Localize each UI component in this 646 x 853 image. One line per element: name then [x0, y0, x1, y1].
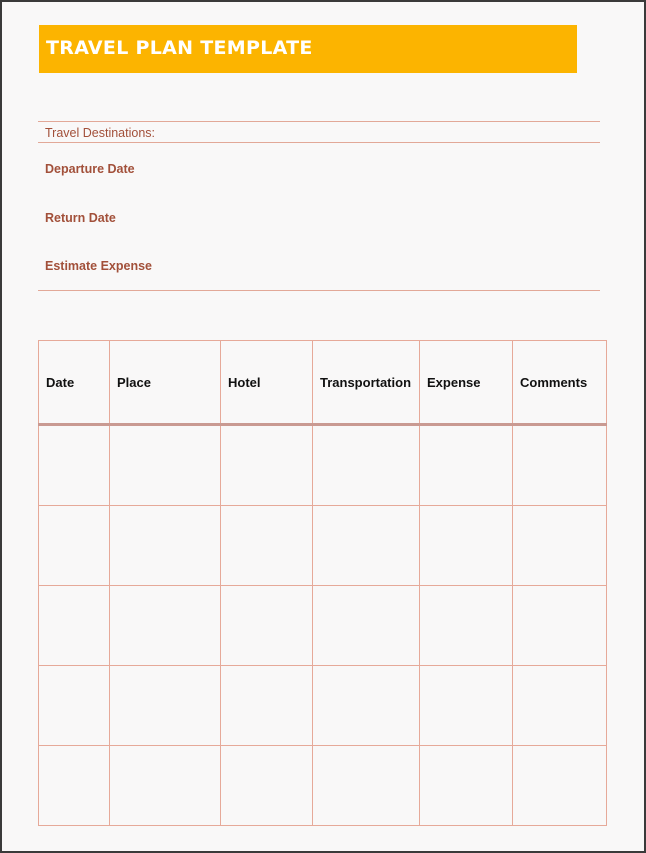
- title-banner: [39, 25, 577, 73]
- table-cell[interactable]: [39, 425, 110, 506]
- column-header-comments: Comments: [513, 341, 607, 425]
- column-header-place: Place: [110, 341, 221, 425]
- table-cell[interactable]: [513, 506, 607, 586]
- table-cell[interactable]: [313, 506, 420, 586]
- table-cell[interactable]: [313, 666, 420, 746]
- table-cell[interactable]: [110, 746, 221, 826]
- table-cell[interactable]: [420, 746, 513, 826]
- document-title: TRAVEL PLAN TEMPLATE: [46, 37, 313, 59]
- table-cell[interactable]: [513, 586, 607, 666]
- table-cell[interactable]: [420, 586, 513, 666]
- departure-date-label: Departure Date: [45, 162, 135, 176]
- table-cell[interactable]: [313, 746, 420, 826]
- table-cell[interactable]: [513, 746, 607, 826]
- table-row: [39, 746, 607, 826]
- table-cell[interactable]: [420, 506, 513, 586]
- table-cell[interactable]: [110, 586, 221, 666]
- table-cell[interactable]: [221, 746, 313, 826]
- travel-destinations-label: Travel Destinations:: [45, 126, 155, 140]
- table-cell[interactable]: [313, 425, 420, 506]
- table-cell[interactable]: [39, 586, 110, 666]
- table-cell[interactable]: [221, 425, 313, 506]
- estimate-expense-label: Estimate Expense: [45, 259, 152, 273]
- divider-line: [38, 121, 600, 122]
- return-date-label: Return Date: [45, 211, 116, 225]
- table-header-row: [39, 341, 607, 425]
- table-row: [39, 506, 607, 586]
- table-cell[interactable]: [110, 425, 221, 506]
- divider-line: [38, 142, 600, 143]
- table-cell[interactable]: [221, 586, 313, 666]
- table-row: [39, 425, 607, 506]
- column-header-expense: Expense: [420, 341, 513, 425]
- table-cell[interactable]: [110, 666, 221, 746]
- travel-plan-table: [38, 340, 607, 826]
- table-cell[interactable]: [110, 506, 221, 586]
- document-page: [2, 2, 644, 851]
- column-header-transportation: Transportation: [313, 341, 420, 425]
- table-cell[interactable]: [221, 666, 313, 746]
- column-header-hotel: Hotel: [221, 341, 313, 425]
- table-row: [39, 586, 607, 666]
- table-cell[interactable]: [420, 666, 513, 746]
- table-cell[interactable]: [420, 425, 513, 506]
- table-cell[interactable]: [313, 586, 420, 666]
- divider-line: [38, 290, 600, 291]
- table-cell[interactable]: [513, 425, 607, 506]
- table-cell[interactable]: [221, 506, 313, 586]
- table-cell[interactable]: [39, 666, 110, 746]
- table-row: [39, 666, 607, 746]
- column-header-date: Date: [39, 341, 110, 425]
- table-cell[interactable]: [513, 666, 607, 746]
- table-cell[interactable]: [39, 506, 110, 586]
- table-cell[interactable]: [39, 746, 110, 826]
